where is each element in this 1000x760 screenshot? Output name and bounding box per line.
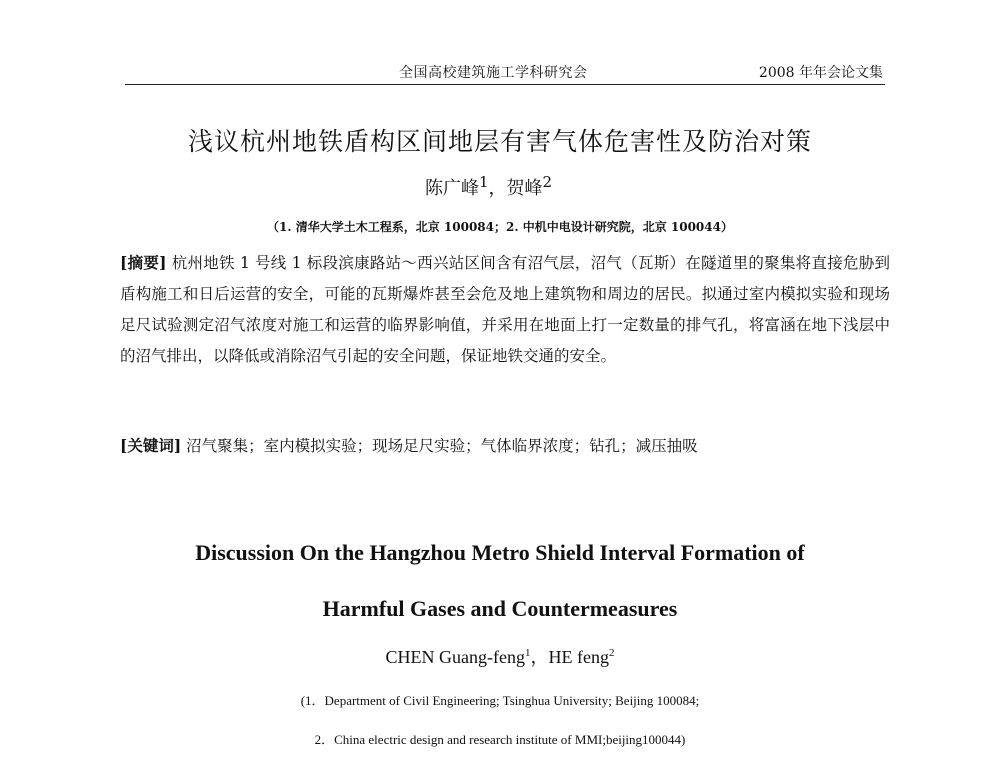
keywords-text: 沼气聚集；室内模拟实验；现场足尺实验；气体临界浓度；钻孔；减压抽吸 (186, 437, 698, 455)
header-year: 2008 年年会论文集 (758, 65, 883, 81)
author-name: CHEN Guang-feng (385, 647, 525, 667)
english-title-line1: Discussion On the Hangzhou Metro Shield Interval Formation of (195, 540, 805, 565)
english-title-line2: Harmful Gases and Countermeasures (322, 596, 678, 621)
english-affiliation-1: (1．Department of Civil Engineering; Tsinghua University; Beijing 100084; (300, 693, 700, 708)
english-authors (0, 643, 1000, 669)
author-name: 陈广峰 (425, 178, 479, 199)
running-header (125, 62, 885, 85)
english-affiliation-2: 2．China electric design and research institute of MMI;beijing100044) (314, 732, 686, 747)
author-superscript: 1 (524, 647, 531, 659)
author-name: HE feng (548, 647, 609, 667)
chinese-affiliations: （1. 清华大学土木工程系，北京 100084；2. 中机中电设计研究院，北京 100044） (267, 220, 733, 234)
author-separator: ， (488, 178, 507, 199)
author-superscript: 2 (542, 173, 553, 191)
header-organization: 全国高校建筑施工学科研究会 (399, 65, 588, 81)
author-name: 贺峰 (506, 178, 543, 199)
author-superscript: 2 (608, 647, 615, 659)
chinese-abstract (120, 247, 890, 372)
author-superscript: 1 (479, 173, 489, 191)
abstract-text: 杭州地铁 1 号线 1 标段滨康路站～西兴站区间含有沼气层，沼气（瓦斯）在隧道里的聚集将直接危胁到盾构施工和日后运营的安全，可能的瓦斯爆炸甚至会危及地上建筑物和周边的居民。拟通过室内模拟实验和现场足尺试验测定沼气浓度对施工和运营的临界影响值，并采用在地面上打一定数量的排气孔，将富涵在地下浅层中的沼气排出，以降低或消除沼气引起的安全问题，保证地铁交通的安全。 (120, 254, 890, 365)
chinese-authors (425, 173, 552, 200)
abstract-label: [摘要] (120, 253, 167, 272)
chinese-title: 浅议杭州地铁盾构区间地层有害气体危害性及防治对策 (187, 127, 812, 156)
chinese-keywords (120, 433, 890, 459)
keywords-label: [关键词] (120, 436, 182, 455)
author-separator: ， (530, 647, 549, 667)
